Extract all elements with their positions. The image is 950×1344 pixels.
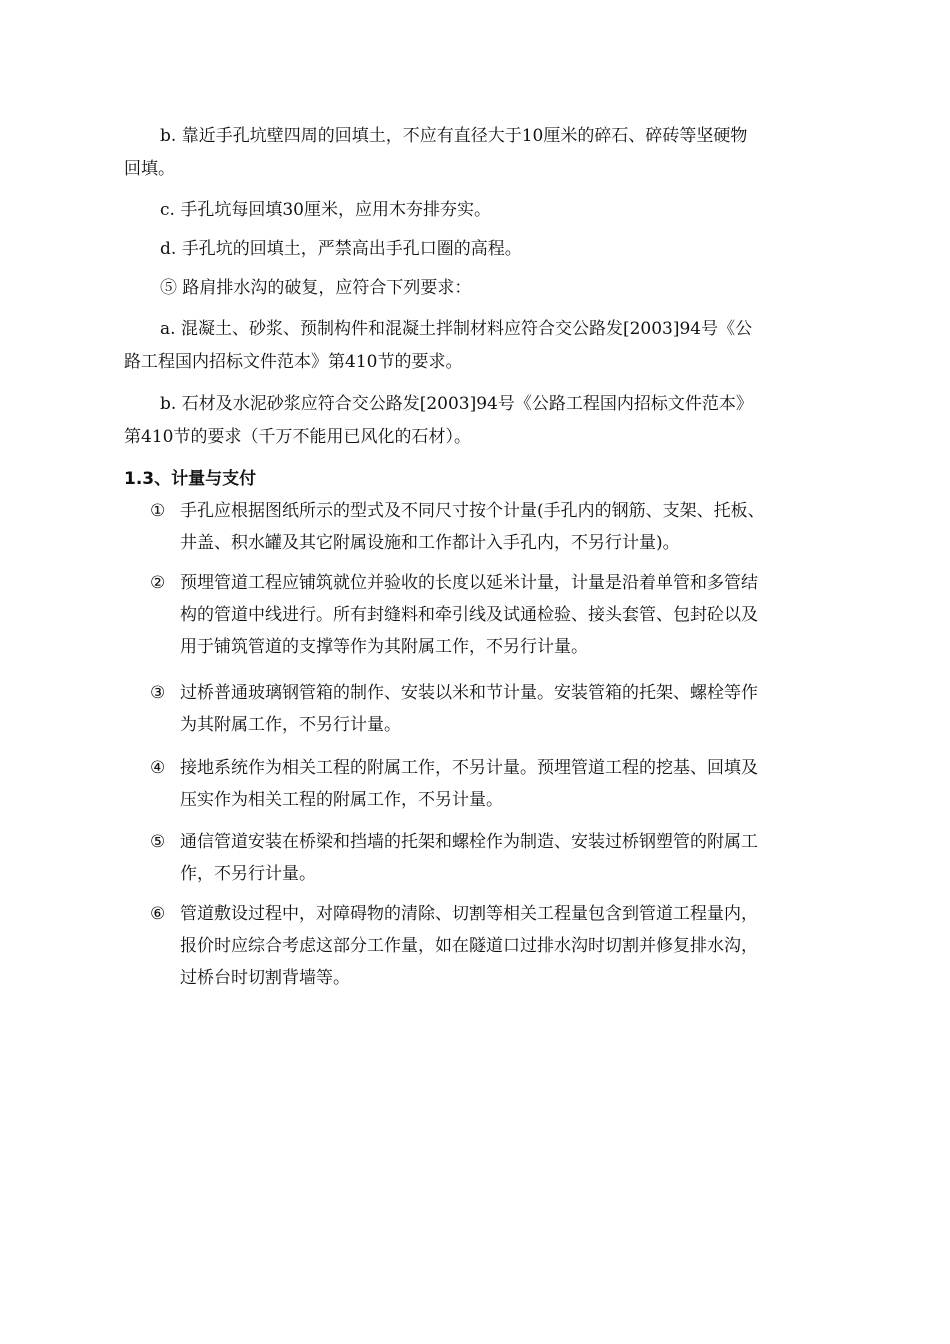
text-line: 为其附属工作，不另行计量。 bbox=[180, 715, 401, 735]
text-line: a. 混凝土、砂浆、预制构件和混凝土拌制材料应符合交公路发[2003]94号《公 bbox=[160, 319, 753, 339]
text-line: 过桥普通玻璃钢管箱的制作、安装以米和节计量。安装管箱的托架、螺栓等作 bbox=[180, 683, 758, 703]
text-line: 井盖、积水罐及其它附属设施和工作都计入手孔内，不另行计量)。 bbox=[180, 533, 680, 553]
text-line: 压实作为相关工程的附属工作，不另计量。 bbox=[180, 790, 503, 810]
list-item-2 bbox=[150, 567, 850, 663]
list-item-1 bbox=[150, 495, 850, 559]
text-line: 过桥台时切割背墙等。 bbox=[180, 968, 350, 988]
list-item-6 bbox=[150, 898, 850, 994]
text-line: 预埋管道工程应铺筑就位并验收的长度以延米计量，计量是沿着单管和多管结 bbox=[180, 573, 758, 593]
list-item-5 bbox=[150, 826, 850, 890]
item-number: ① bbox=[150, 501, 166, 521]
list-item-4 bbox=[150, 752, 850, 816]
list-item-3 bbox=[150, 677, 850, 741]
item-number: ⑤ bbox=[150, 832, 166, 852]
text-line: 构的管道中线进行。所有封缝料和牵引线及试通检验、接头套管、包封砼以及 bbox=[180, 605, 758, 625]
paragraph-b-stone bbox=[124, 388, 840, 454]
text-line: 用于铺筑管道的支撑等作为其附属工作，不另行计量。 bbox=[180, 637, 588, 657]
text-line: b. 靠近手孔坑壁四周的回填土，不应有直径大于10厘米的碎石、碎砖等坚硬物 bbox=[160, 126, 748, 146]
item-number: ③ bbox=[150, 683, 166, 703]
text-line: ⑤ 路肩排水沟的破复，应符合下列要求： bbox=[160, 278, 472, 298]
text-line: 报价时应综合考虑这部分工作量，如在隧道口过排水沟时切割并修复排水沟， bbox=[180, 936, 758, 956]
text-line: d. 手孔坑的回填土，严禁高出手孔口圈的高程。 bbox=[160, 239, 522, 259]
text-line: 接地系统作为相关工程的附属工作，不另计量。预埋管道工程的挖基、回填及 bbox=[180, 758, 758, 778]
paragraph-c-compaction bbox=[124, 194, 840, 227]
text-line: 路工程国内招标文件范本》第410节的要求。 bbox=[124, 352, 463, 372]
text-line: 第410节的要求（千万不能用已风化的石材）。 bbox=[124, 427, 471, 447]
text-line: 作，不另行计量。 bbox=[180, 864, 316, 884]
text-line: c. 手孔坑每回填30厘米，应用木夯排夯实。 bbox=[160, 200, 491, 220]
paragraph-ditch-repair bbox=[124, 272, 840, 305]
text-line: 手孔应根据图纸所示的型式及不同尺寸按个计量(手孔内的钢筋、支架、托板、 bbox=[180, 501, 765, 521]
paragraph-d-elevation bbox=[124, 233, 840, 266]
item-number: ⑥ bbox=[150, 904, 166, 924]
item-number: ④ bbox=[150, 758, 166, 778]
item-number: ② bbox=[150, 573, 166, 593]
text-line: b. 石材及水泥砂浆应符合交公路发[2003]94号《公路工程国内招标文件范本》 bbox=[160, 394, 753, 414]
paragraph-a-concrete bbox=[124, 313, 840, 379]
paragraph-b-backfill bbox=[124, 120, 840, 186]
text-line: 通信管道安装在桥梁和挡墙的托架和螺栓作为制造、安装过桥钢塑管的附属工 bbox=[180, 832, 758, 852]
text-line: 回填。 bbox=[124, 159, 175, 179]
section-heading: 1.3、计量与支付 bbox=[124, 469, 257, 489]
text-line: 管道敷设过程中，对障碍物的清除、切割等相关工程量包含到管道工程量内， bbox=[180, 904, 758, 924]
